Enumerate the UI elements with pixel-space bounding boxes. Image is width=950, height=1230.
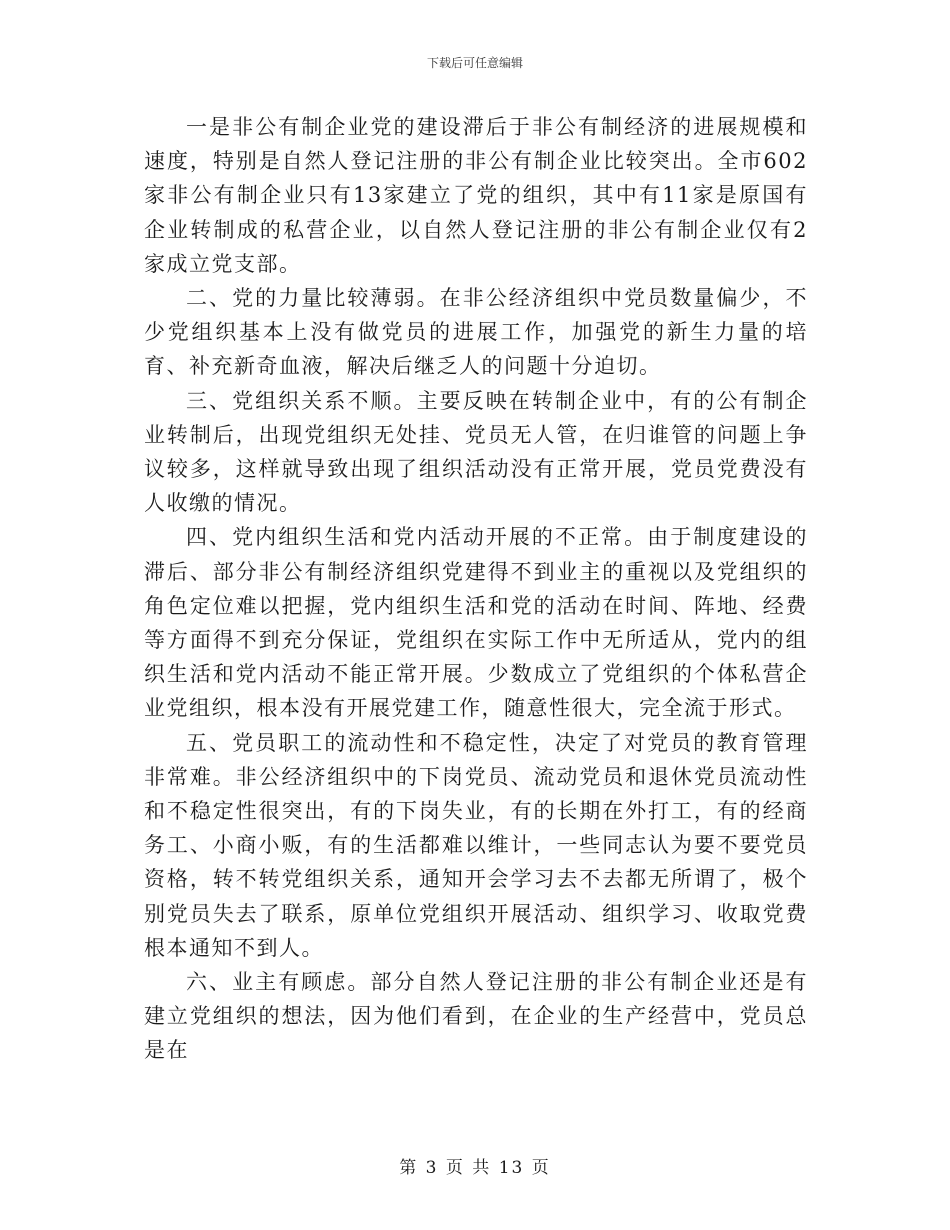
- paragraph-3: 三、党组织关系不顺。主要反映在转制企业中，有的公有制企业转制后，出现党组织无处挂、党员无人管，在归谁管的问题上争议较多，这样就导致出现了组织活动没有正常开展，党员党费没有人收缴的情况。: [144, 388, 808, 516]
- paragraph-4: 四、党内组织生活和党内活动开展的不正常。由于制度建设的滞后、部分非公有制经济组织党建得不到业主的重视以及党组织的角色定位难以把握，党内组织生活和党的活动在时间、阵地、经费等方面得不到充分保证，党组织在实际工作中无所适从，党内的组织生活和党内活动不能正常开展。少数成立了党组织的个体私营企业党组织，根本没有开展党建工作，随意性很大，完全流于形式。: [144, 525, 808, 721]
- paragraph-1: 一是非公有制企业党的建设滞后于非公有制经济的进展规模和速度，特别是自然人登记注册的非公有制企业比较突出。全市602家非公有制企业只有13家建立了党的组织，其中有11家是原国有企业转制成的私营企业，以自然人登记注册的非公有制企业仅有2家成立党支部。: [144, 115, 808, 276]
- paragraph-2: 二、党的力量比较薄弱。在非公经济组织中党员数量偏少，不少党组织基本上没有做党员的进展工作，加强党的新生力量的培育、补充新奇血液，解决后继乏人的问题十分迫切。: [144, 286, 808, 379]
- page-number-footer: 第 3 页 共 13 页: [399, 1158, 551, 1178]
- document-body: [144, 110, 808, 1068]
- paragraph-6: 六、业主有顾虑。部分自然人登记注册的非公有制企业还是有建立党组织的想法，因为他们看到，在企业的生产经营中，党员总是在: [144, 970, 808, 1063]
- paragraph-5: 五、党员职工的流动性和不稳定性，决定了对党员的教育管理非常难。非公经济组织中的下岗党员、流动党员和退休党员流动性和不稳定性很突出，有的下岗失业，有的长期在外打工，有的经商务工、小商小贩，有的生活都难以维计，一些同志认为要不要党员资格，转不转党组织关系，通知开会学习去不去都无所谓了，极个别党员失去了联系，原单位党组织开展活动、组织学习、收取党费根本通知不到人。: [144, 730, 808, 960]
- page-header: 下载后可任意编辑: [426, 56, 523, 70]
